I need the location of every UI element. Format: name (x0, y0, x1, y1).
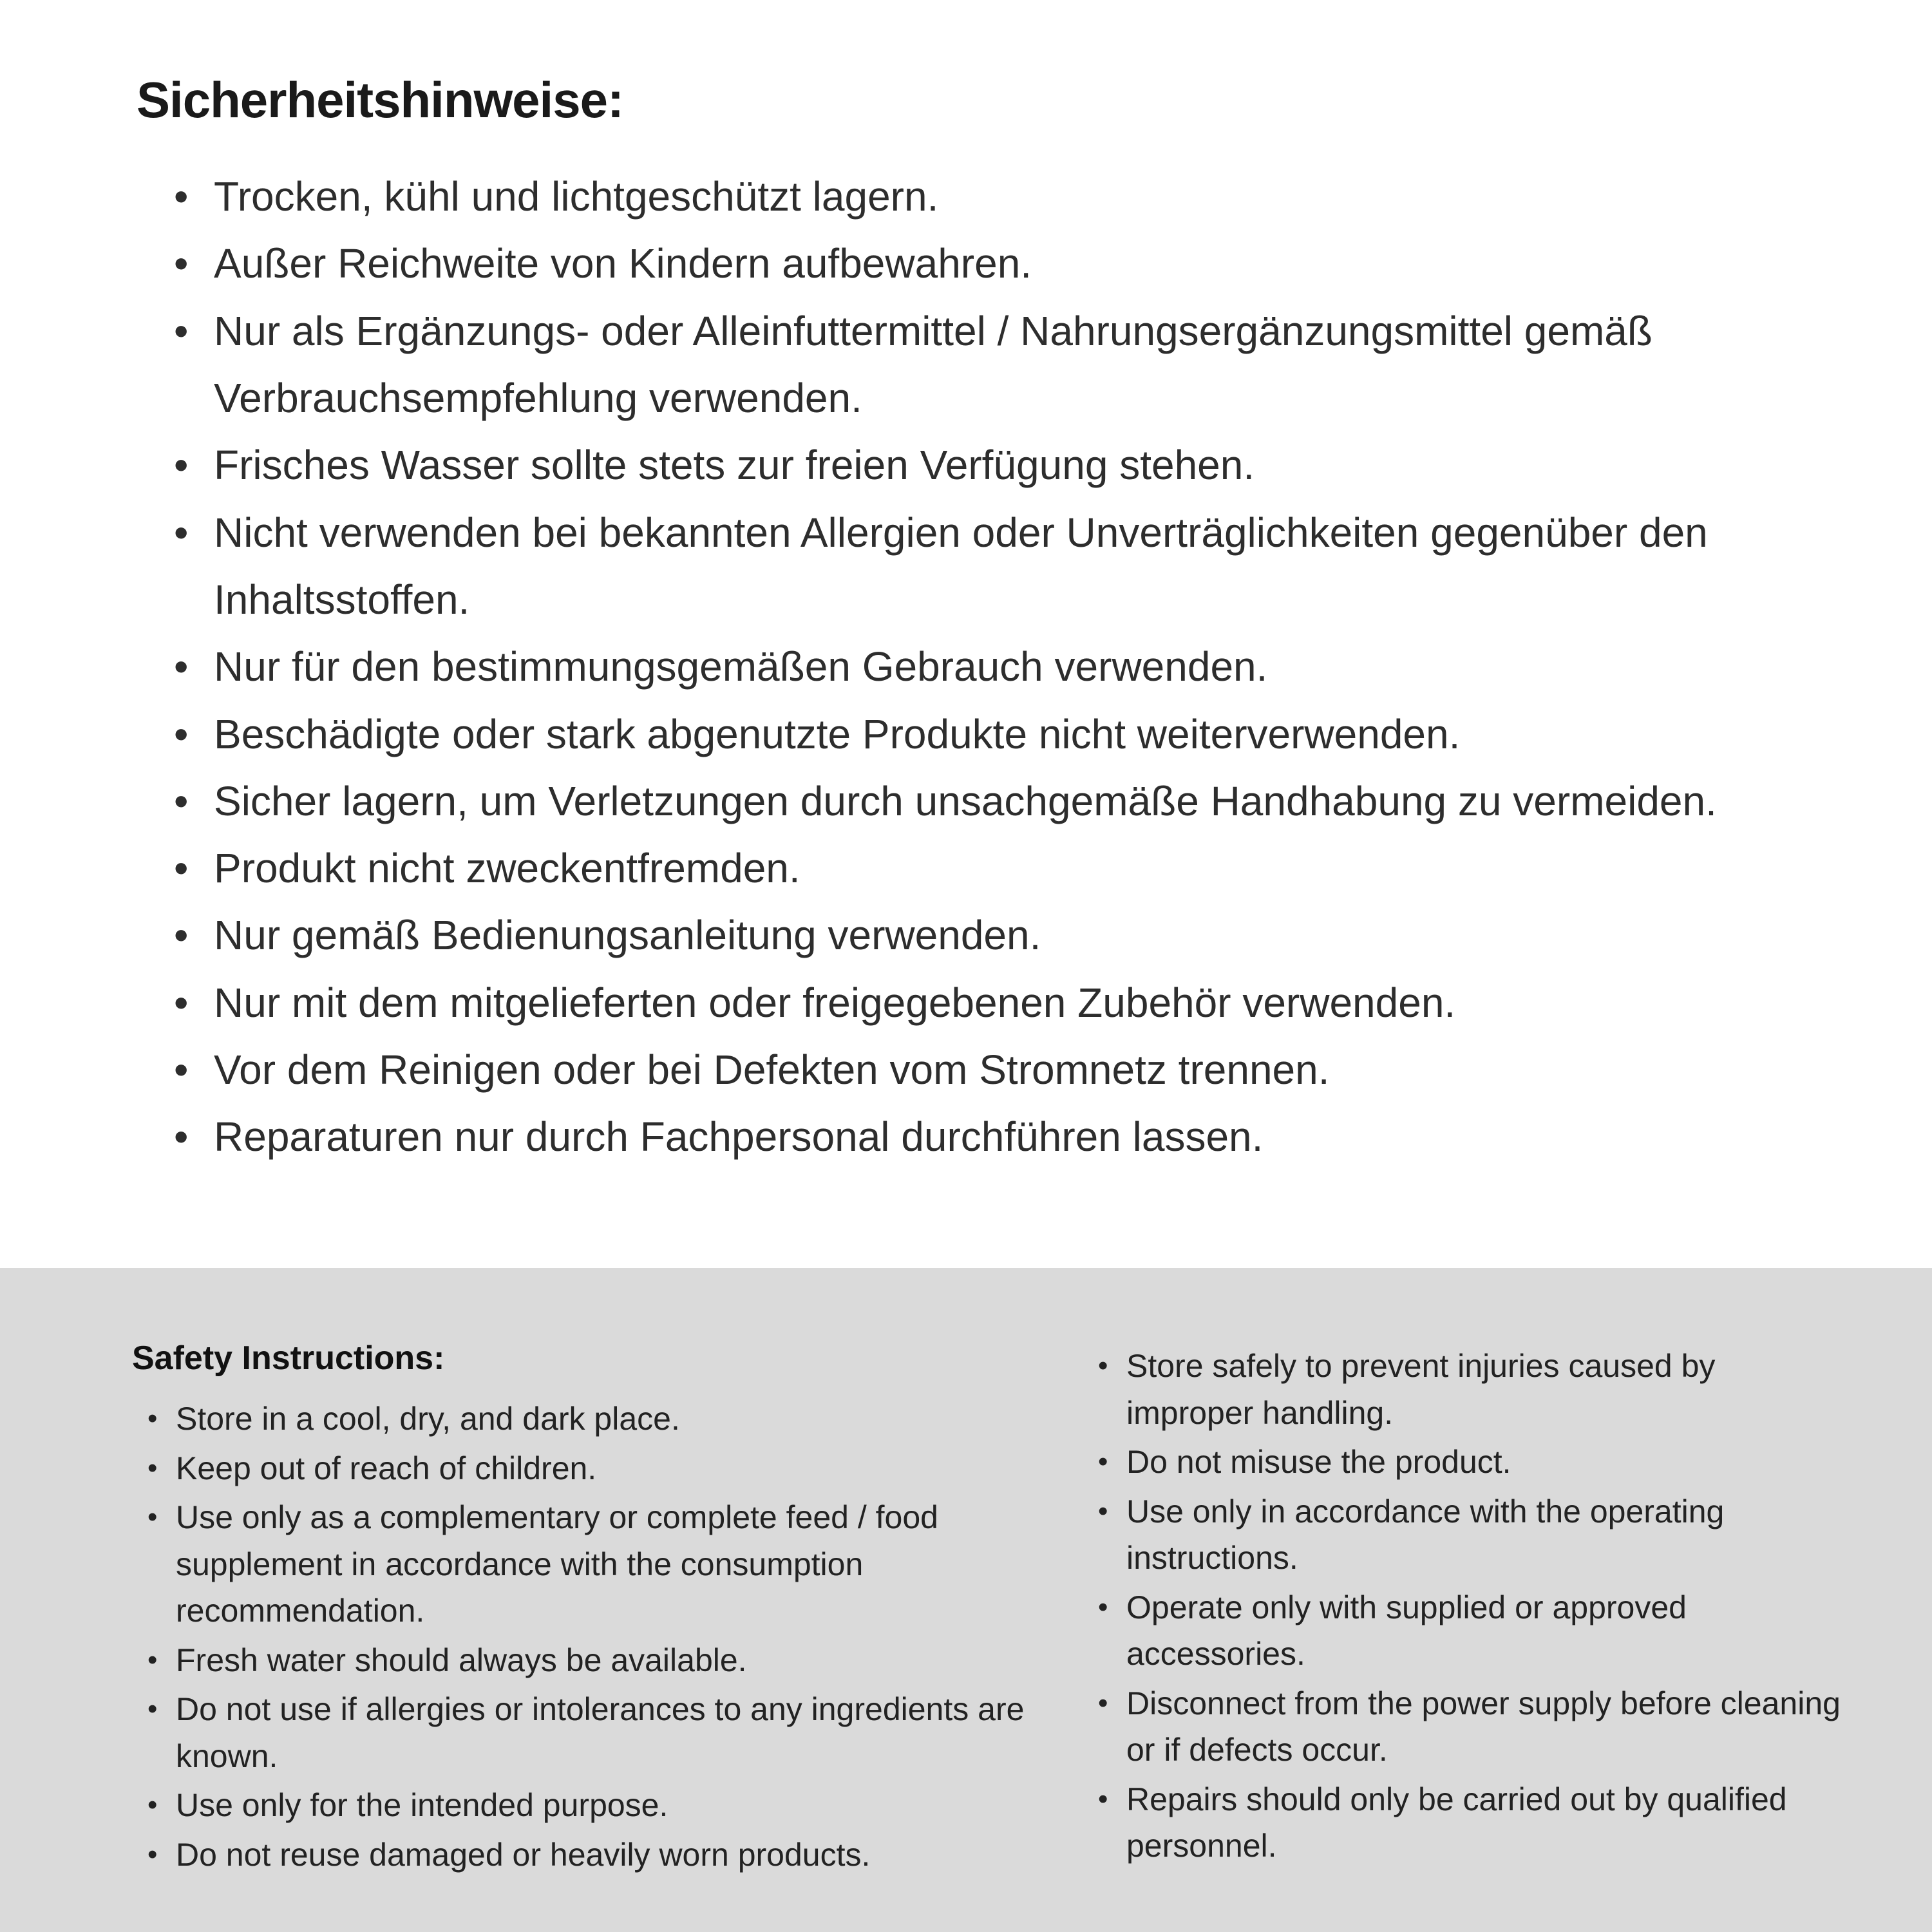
english-heading: Safety Instructions: (132, 1340, 445, 1377)
german-item: • Nur als Ergänzungs- oder Alleinfuttermittel / Nahrungsergänzungsmittel gemäß Verbrauchsempfehlung verwenden. (174, 298, 1829, 432)
english-section (0, 1268, 1932, 1932)
english-right-list (1098, 1343, 1842, 1870)
german-item: • Nicht verwenden bei bekannten Allergien oder Unverträglichkeiten gegenüber den Inhaltsstoffen. (174, 499, 1829, 634)
english-item: • Operate only with supplied or approved accessories. (1098, 1584, 1842, 1678)
english-item: • Disconnect from the power supply before cleaning or if defects occur. (1098, 1680, 1842, 1774)
english-item: • Use only in accordance with the operating instructions. (1098, 1488, 1842, 1582)
german-item: • Außer Reichweite von Kindern aufbewahren. (174, 230, 1829, 297)
english-left-list (132, 1396, 1027, 1878)
english-item: • Use only for the intended purpose. (147, 1782, 1027, 1829)
english-item: • Store in a cool, dry, and dark place. (147, 1396, 1027, 1443)
english-item: • Repairs should only be carried out by qualified personnel. (1098, 1776, 1842, 1870)
german-item: • Beschädigte oder stark abgenutzte Produkte nicht weiterverwenden. (174, 701, 1829, 768)
english-item: • Do not use if allergies or intolerances to any ingredients are known. (147, 1686, 1027, 1779)
english-right-column (1098, 1339, 1842, 1880)
german-item: • Nur für den bestimmungsgemäßen Gebrauch verwenden. (174, 633, 1829, 700)
german-heading: Sicherheitshinweise: (137, 71, 623, 128)
german-item: • Produkt nicht zweckentfremden. (174, 835, 1829, 902)
german-item: • Nur mit dem mitgelieferten oder freigegebenen Zubehör verwenden. (174, 969, 1829, 1036)
german-item: • Reparaturen nur durch Fachpersonal durchführen lassen. (174, 1103, 1829, 1170)
german-item: • Trocken, kühl und lichtgeschützt lagern. (174, 163, 1829, 230)
english-item: • Keep out of reach of children. (147, 1445, 1027, 1492)
english-item: • Fresh water should always be available. (147, 1637, 1027, 1684)
english-item: • Do not reuse damaged or heavily worn products. (147, 1832, 1027, 1879)
german-item: • Vor dem Reinigen oder bei Defekten vom Stromnetz trennen. (174, 1036, 1829, 1103)
english-item: • Store safely to prevent injuries caused by improper handling. (1098, 1343, 1842, 1436)
german-item: • Nur gemäß Bedienungsanleitung verwenden. (174, 902, 1829, 969)
english-left-column (132, 1339, 1027, 1880)
german-item: • Sicher lagern, um Verletzungen durch unsachgemäße Handhabung zu vermeiden. (174, 768, 1829, 835)
german-item: • Frisches Wasser sollte stets zur freien Verfügung stehen. (174, 431, 1829, 498)
english-item: • Do not misuse the product. (1098, 1439, 1842, 1486)
german-list (137, 163, 1829, 1171)
english-item: • Use only as a complementary or complete feed / food supplement in accordance with the consumption recommendation. (147, 1494, 1027, 1634)
